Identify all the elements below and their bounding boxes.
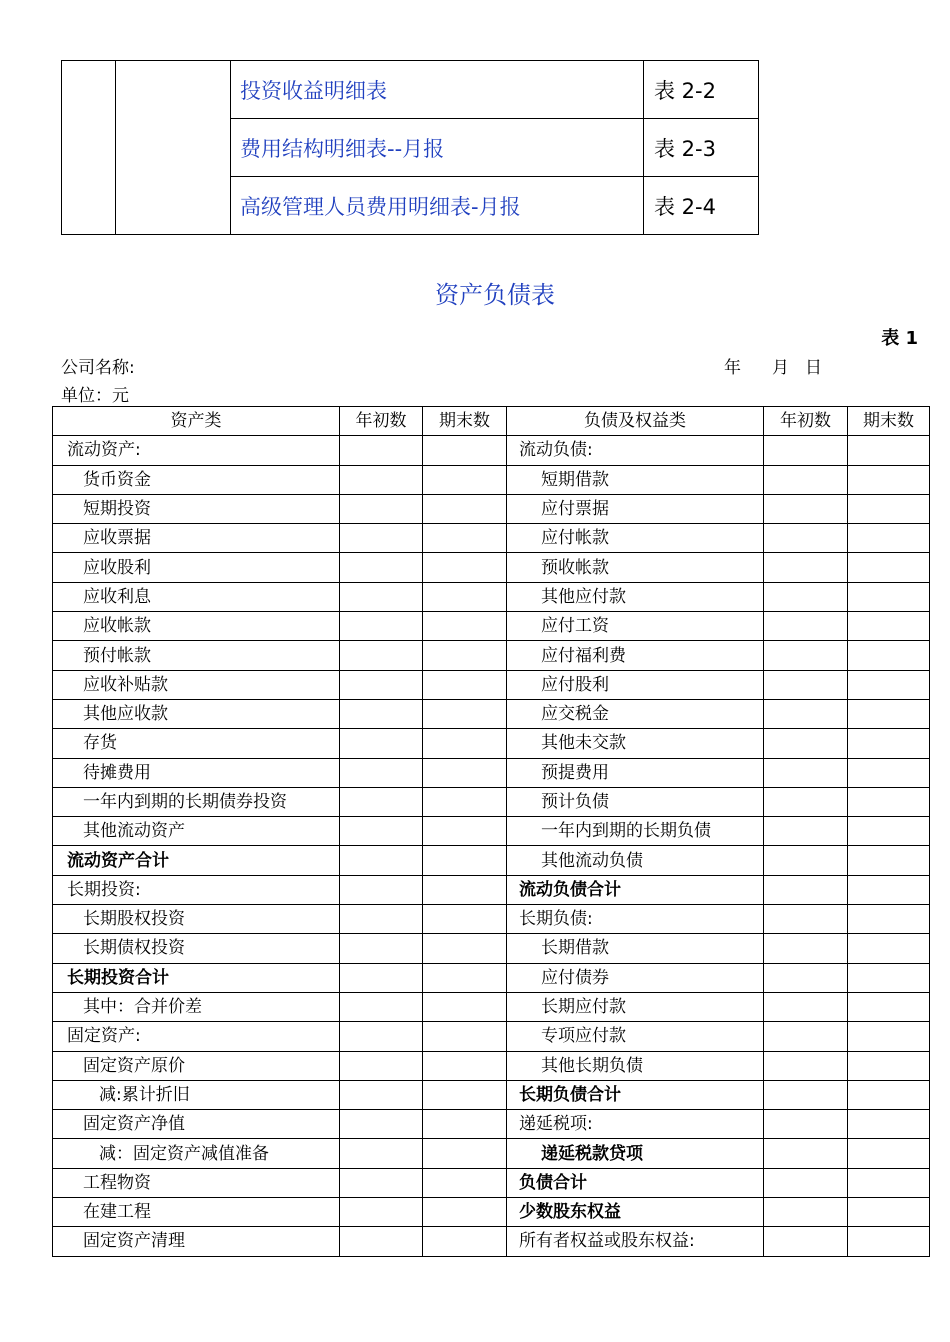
asset-item: 预付帐款 [53, 641, 340, 670]
asset-begin-cell[interactable] [340, 875, 423, 904]
liability-item: 长期应付款 [507, 992, 764, 1021]
asset-end-cell[interactable] [423, 1110, 507, 1139]
liability-item: 其他流动负债 [507, 846, 764, 875]
asset-item: 固定资产净值 [53, 1110, 340, 1139]
liability-end-cell[interactable] [848, 787, 930, 816]
table-row [53, 787, 930, 816]
balance-sheet-table [52, 406, 930, 1257]
liability-begin-cell[interactable] [764, 992, 848, 1021]
asset-begin-cell[interactable] [340, 758, 423, 787]
asset-end-cell[interactable] [423, 641, 507, 670]
report-code: 表 2-2 [644, 61, 759, 119]
liability-item: 长期负债合计 [507, 1080, 764, 1109]
table-row [53, 465, 930, 494]
liability-item: 专项应付款 [507, 1022, 764, 1051]
asset-item: 待摊费用 [53, 758, 340, 787]
header-begin: 年初数 [340, 407, 423, 436]
table-number: 表 1 [881, 328, 918, 349]
liability-begin-cell[interactable] [764, 934, 848, 963]
liability-end-cell[interactable] [848, 699, 930, 728]
asset-begin-cell[interactable] [340, 465, 423, 494]
asset-item: 长期投资: [53, 875, 340, 904]
asset-item: 应收股利 [53, 553, 340, 582]
asset-end-cell[interactable] [423, 963, 507, 992]
asset-end-cell[interactable] [423, 670, 507, 699]
liability-end-cell[interactable] [848, 729, 930, 758]
table-row [53, 1168, 930, 1197]
liability-item: 应付债券 [507, 963, 764, 992]
liability-end-cell[interactable] [848, 963, 930, 992]
liability-begin-cell[interactable] [764, 1051, 848, 1080]
liability-begin-cell[interactable] [764, 1022, 848, 1051]
liability-begin-cell[interactable] [764, 817, 848, 846]
asset-item: 应收利息 [53, 582, 340, 611]
asset-begin-cell[interactable] [340, 582, 423, 611]
liability-end-cell[interactable] [848, 670, 930, 699]
table-row [53, 494, 930, 523]
liability-begin-cell[interactable] [764, 846, 848, 875]
liability-end-cell[interactable] [848, 1051, 930, 1080]
asset-end-cell[interactable] [423, 465, 507, 494]
table-row [53, 1110, 930, 1139]
table-row [53, 846, 930, 875]
liability-item: 流动负债: [507, 436, 764, 465]
asset-begin-cell[interactable] [340, 494, 423, 523]
asset-item: 货币资金 [53, 465, 340, 494]
table-row [53, 905, 930, 934]
table-row [53, 758, 930, 787]
report-link[interactable]: 投资收益明细表 [231, 61, 644, 119]
liability-end-cell[interactable] [848, 465, 930, 494]
blank-cell [116, 61, 231, 235]
liability-begin-cell[interactable] [764, 1080, 848, 1109]
header-begin: 年初数 [764, 407, 848, 436]
liability-item: 其他应付款 [507, 582, 764, 611]
liability-begin-cell[interactable] [764, 758, 848, 787]
liability-begin-cell[interactable] [764, 465, 848, 494]
asset-begin-cell[interactable] [340, 846, 423, 875]
asset-item: 短期投资 [53, 494, 340, 523]
asset-end-cell[interactable] [423, 729, 507, 758]
asset-begin-cell[interactable] [340, 670, 423, 699]
asset-end-cell[interactable] [423, 787, 507, 816]
liability-end-cell[interactable] [848, 1022, 930, 1051]
asset-item: 减:累计折旧 [53, 1080, 340, 1109]
report-link[interactable]: 高级管理人员费用明细表-月报 [231, 177, 644, 235]
asset-begin-cell[interactable] [340, 1139, 423, 1168]
unit-label: 单位：元 [61, 386, 129, 406]
asset-end-cell[interactable] [423, 1022, 507, 1051]
table-row [53, 553, 930, 582]
asset-item: 存货 [53, 729, 340, 758]
liability-begin-cell[interactable] [764, 875, 848, 904]
table-row [53, 1227, 930, 1256]
liability-end-cell[interactable] [848, 1227, 930, 1256]
liability-begin-cell[interactable] [764, 787, 848, 816]
asset-end-cell[interactable] [423, 1051, 507, 1080]
table-row [53, 699, 930, 728]
asset-item: 其他应收款 [53, 699, 340, 728]
liability-item: 短期借款 [507, 465, 764, 494]
table-row [53, 729, 930, 758]
asset-end-cell[interactable] [423, 436, 507, 465]
report-code: 表 2-4 [644, 177, 759, 235]
asset-end-cell[interactable] [423, 524, 507, 553]
liability-begin-cell[interactable] [764, 963, 848, 992]
liability-end-cell[interactable] [848, 934, 930, 963]
liability-begin-cell[interactable] [764, 612, 848, 641]
liability-end-cell[interactable] [848, 1080, 930, 1109]
table-row [53, 436, 930, 465]
liability-item: 预提费用 [507, 758, 764, 787]
asset-begin-cell[interactable] [340, 524, 423, 553]
blank-cell [62, 61, 116, 235]
table-row [53, 875, 930, 904]
liability-begin-cell[interactable] [764, 1110, 848, 1139]
table-row [53, 670, 930, 699]
asset-begin-cell[interactable] [340, 1022, 423, 1051]
liability-end-cell[interactable] [848, 905, 930, 934]
asset-end-cell[interactable] [423, 1168, 507, 1197]
liability-end-cell[interactable] [848, 1110, 930, 1139]
asset-item: 长期股权投资 [53, 905, 340, 934]
liability-end-cell[interactable] [848, 1168, 930, 1197]
asset-item: 流动资产: [53, 436, 340, 465]
liability-item: 其他长期负债 [507, 1051, 764, 1080]
asset-item: 应收帐款 [53, 612, 340, 641]
table-row [53, 963, 930, 992]
asset-begin-cell[interactable] [340, 553, 423, 582]
table-row [53, 1139, 930, 1168]
liability-begin-cell[interactable] [764, 699, 848, 728]
asset-begin-cell[interactable] [340, 934, 423, 963]
report-code: 表 2-3 [644, 119, 759, 177]
asset-item: 其中：合并价差 [53, 992, 340, 1021]
liability-item: 流动负债合计 [507, 875, 764, 904]
liability-item: 预收帐款 [507, 553, 764, 582]
asset-end-cell[interactable] [423, 494, 507, 523]
liability-end-cell[interactable] [848, 875, 930, 904]
liability-begin-cell[interactable] [764, 524, 848, 553]
asset-item: 长期债权投资 [53, 934, 340, 963]
asset-item: 应收票据 [53, 524, 340, 553]
asset-begin-cell[interactable] [340, 1198, 423, 1227]
asset-end-cell[interactable] [423, 992, 507, 1021]
asset-begin-cell[interactable] [340, 817, 423, 846]
liability-end-cell[interactable] [848, 436, 930, 465]
table-row [53, 817, 930, 846]
asset-end-cell[interactable] [423, 1139, 507, 1168]
table-row [53, 612, 930, 641]
asset-begin-cell[interactable] [340, 436, 423, 465]
document-title: 资产负债表 [435, 281, 555, 309]
company-name-label: 公司名称: [61, 358, 135, 378]
asset-end-cell[interactable] [423, 582, 507, 611]
asset-end-cell[interactable] [423, 1080, 507, 1109]
date-month: 月 [772, 358, 789, 378]
liability-item: 应付帐款 [507, 524, 764, 553]
header-end: 期末数 [848, 407, 930, 436]
asset-end-cell[interactable] [423, 875, 507, 904]
asset-end-cell[interactable] [423, 553, 507, 582]
liability-end-cell[interactable] [848, 846, 930, 875]
table-row [53, 1080, 930, 1109]
asset-begin-cell[interactable] [340, 699, 423, 728]
liability-end-cell[interactable] [848, 992, 930, 1021]
liability-item: 应付福利费 [507, 641, 764, 670]
asset-item: 固定资产原价 [53, 1051, 340, 1080]
liability-item: 长期负债: [507, 905, 764, 934]
liability-item: 所有者权益或股东权益: [507, 1227, 764, 1256]
liability-begin-cell[interactable] [764, 670, 848, 699]
asset-begin-cell[interactable] [340, 963, 423, 992]
liability-end-cell[interactable] [848, 1198, 930, 1227]
date-day: 日 [805, 358, 822, 378]
liability-item: 应付股利 [507, 670, 764, 699]
asset-item: 流动资产合计 [53, 846, 340, 875]
asset-begin-cell[interactable] [340, 729, 423, 758]
asset-begin-cell[interactable] [340, 905, 423, 934]
asset-begin-cell[interactable] [340, 1110, 423, 1139]
table-row [53, 524, 930, 553]
asset-item: 固定资产: [53, 1022, 340, 1051]
liability-end-cell[interactable] [848, 1139, 930, 1168]
liability-begin-cell[interactable] [764, 729, 848, 758]
header-liabilities: 负债及权益类 [507, 407, 764, 436]
asset-begin-cell[interactable] [340, 641, 423, 670]
table-row [53, 1051, 930, 1080]
header-assets: 资产类 [53, 407, 340, 436]
table-row [53, 1022, 930, 1051]
liability-begin-cell[interactable] [764, 553, 848, 582]
liability-begin-cell[interactable] [764, 1227, 848, 1256]
asset-item: 长期投资合计 [53, 963, 340, 992]
asset-begin-cell[interactable] [340, 1168, 423, 1197]
asset-end-cell[interactable] [423, 758, 507, 787]
asset-item: 其他流动资产 [53, 817, 340, 846]
header-row [53, 407, 930, 436]
table-row [53, 1198, 930, 1227]
asset-begin-cell[interactable] [340, 992, 423, 1021]
report-index-table [61, 60, 759, 235]
index-row [62, 61, 759, 119]
liability-item: 负债合计 [507, 1168, 764, 1197]
report-link[interactable]: 费用结构明细表--月报 [231, 119, 644, 177]
asset-item: 工程物资 [53, 1168, 340, 1197]
date-year: 年 [724, 358, 741, 378]
liability-item: 递延税款贷项 [507, 1139, 764, 1168]
table-row [53, 934, 930, 963]
liability-item: 应付工资 [507, 612, 764, 641]
liability-item: 其他未交款 [507, 729, 764, 758]
liability-begin-cell[interactable] [764, 1198, 848, 1227]
asset-end-cell[interactable] [423, 817, 507, 846]
asset-end-cell[interactable] [423, 934, 507, 963]
asset-begin-cell[interactable] [340, 1051, 423, 1080]
table-row [53, 641, 930, 670]
asset-end-cell[interactable] [423, 905, 507, 934]
liability-end-cell[interactable] [848, 494, 930, 523]
liability-end-cell[interactable] [848, 758, 930, 787]
liability-end-cell[interactable] [848, 524, 930, 553]
liability-end-cell[interactable] [848, 553, 930, 582]
asset-item: 一年内到期的长期债券投资 [53, 787, 340, 816]
asset-end-cell[interactable] [423, 846, 507, 875]
liability-begin-cell[interactable] [764, 582, 848, 611]
asset-end-cell[interactable] [423, 612, 507, 641]
liability-end-cell[interactable] [848, 612, 930, 641]
asset-begin-cell[interactable] [340, 612, 423, 641]
header-end: 期末数 [423, 407, 507, 436]
liability-end-cell[interactable] [848, 582, 930, 611]
liability-item: 长期借款 [507, 934, 764, 963]
asset-end-cell[interactable] [423, 1198, 507, 1227]
asset-item: 减：固定资产减值准备 [53, 1139, 340, 1168]
liability-begin-cell[interactable] [764, 1168, 848, 1197]
asset-end-cell[interactable] [423, 699, 507, 728]
asset-begin-cell[interactable] [340, 1080, 423, 1109]
liability-item: 应交税金 [507, 699, 764, 728]
liability-item: 应付票据 [507, 494, 764, 523]
liability-item: 少数股东权益 [507, 1198, 764, 1227]
liability-begin-cell[interactable] [764, 641, 848, 670]
liability-item: 递延税项: [507, 1110, 764, 1139]
liability-item: 一年内到期的长期负债 [507, 817, 764, 846]
asset-item: 固定资产清理 [53, 1227, 340, 1256]
table-row [53, 582, 930, 611]
liability-end-cell[interactable] [848, 641, 930, 670]
liability-begin-cell[interactable] [764, 905, 848, 934]
asset-item: 应收补贴款 [53, 670, 340, 699]
asset-begin-cell[interactable] [340, 1227, 423, 1256]
liability-item: 预计负债 [507, 787, 764, 816]
table-row [53, 992, 930, 1021]
liability-begin-cell[interactable] [764, 436, 848, 465]
liability-begin-cell[interactable] [764, 1139, 848, 1168]
date-line [724, 353, 822, 378]
liability-end-cell[interactable] [848, 817, 930, 846]
asset-begin-cell[interactable] [340, 787, 423, 816]
asset-end-cell[interactable] [423, 1227, 507, 1256]
liability-begin-cell[interactable] [764, 494, 848, 523]
asset-item: 在建工程 [53, 1198, 340, 1227]
